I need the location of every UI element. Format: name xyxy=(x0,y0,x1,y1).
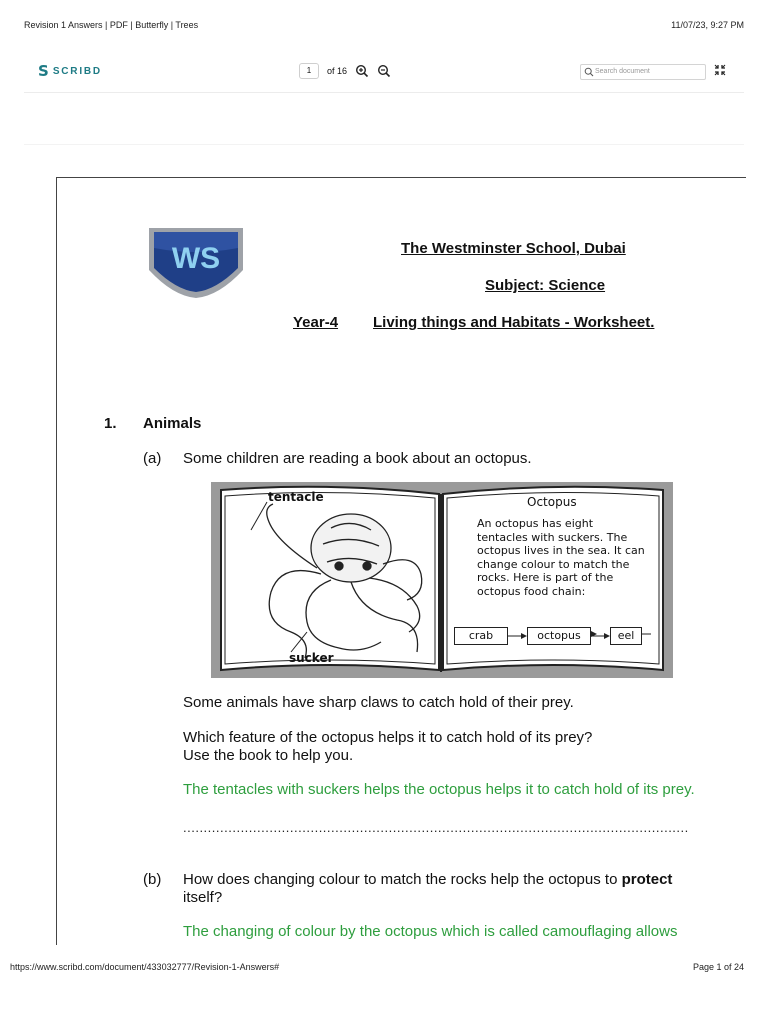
zoom-out-icon[interactable] xyxy=(377,64,391,78)
content-divider xyxy=(24,144,744,145)
question-a-line1: Which feature of the octopus helps it to catch hold of its prey? xyxy=(183,729,593,746)
search-placeholder: Search document xyxy=(595,68,650,75)
part-b-text-start: How does changing colour to match the rocks help the octopus to xyxy=(183,871,622,888)
book-title: Octopus xyxy=(527,495,577,509)
scribd-s-icon: S xyxy=(38,62,49,80)
question-title: Animals xyxy=(143,415,202,432)
part-a-label: (a) xyxy=(143,450,162,467)
collapse-fullscreen-icon[interactable] xyxy=(714,64,726,76)
book-text: An octopus has eight tentacles with suckers. The octopus lives in the sea. It can change colour to match the rocks. Here is part of the octopus food chain: xyxy=(477,517,645,598)
food-chain-crab: crab xyxy=(454,627,508,645)
print-page: Page 1 of 24 xyxy=(692,962,744,972)
page-total: of 16 xyxy=(327,66,348,76)
zoom-in-icon[interactable] xyxy=(355,64,369,78)
question-a-line2: Use the book to help you. xyxy=(183,747,354,764)
food-chain-eel: eel xyxy=(610,627,642,645)
part-b-text-end: itself? xyxy=(183,889,223,906)
part-b-bold-word: protect xyxy=(621,871,673,888)
book-label-tentacle: tentacle xyxy=(268,490,324,504)
school-logo-letters: WS xyxy=(171,242,221,275)
page-navigator xyxy=(299,63,391,79)
school-name: The Westminster School, Dubai xyxy=(401,240,626,257)
answer-b: The changing of colour by the octopus which is called camouflaging allows xyxy=(183,923,678,940)
toolbar-divider xyxy=(24,92,744,93)
answer-a: The tentacles with suckers helps the octopus helps it to catch hold of its prey. xyxy=(183,781,695,798)
viewer-toolbar xyxy=(24,58,744,88)
scribd-logo[interactable] xyxy=(38,64,102,79)
document-page xyxy=(56,177,746,945)
print-header xyxy=(24,20,744,32)
year-label: Year-4 xyxy=(293,314,339,331)
food-chain-arrow-1 xyxy=(508,630,528,642)
part-b-label: (b) xyxy=(143,871,162,888)
print-title: Revision 1 Answers | PDF | Butterfly | Trees xyxy=(24,20,199,30)
food-chain-octopus: octopus xyxy=(527,627,591,645)
page-number-input[interactable]: 1 xyxy=(299,63,319,79)
claws-text: Some animals have sharp claws to catch hold of their prey. xyxy=(183,694,574,711)
search-document-input[interactable] xyxy=(580,64,706,80)
subject-title: Subject: Science xyxy=(485,277,606,294)
part-b-question xyxy=(183,871,743,889)
print-footer xyxy=(10,962,744,974)
scribd-wordmark: SCRIBD xyxy=(52,66,102,77)
worksheet-topic: Living things and Habitats - Worksheet. xyxy=(373,314,655,331)
print-datetime: 11/07/23, 9:27 PM xyxy=(671,20,744,30)
book-label-sucker: sucker xyxy=(289,651,334,665)
answer-line-dots: ........................................................................................................................... xyxy=(183,820,689,835)
question-number: 1. xyxy=(104,415,117,432)
search-icon xyxy=(584,67,594,77)
print-url: https://www.scribd.com/document/433032777/Revision-1-Answers# xyxy=(10,962,280,972)
school-logo xyxy=(147,226,245,298)
part-a-text: Some children are reading a book about an octopus. xyxy=(183,450,532,467)
food-chain-arrow-2 xyxy=(591,630,611,642)
